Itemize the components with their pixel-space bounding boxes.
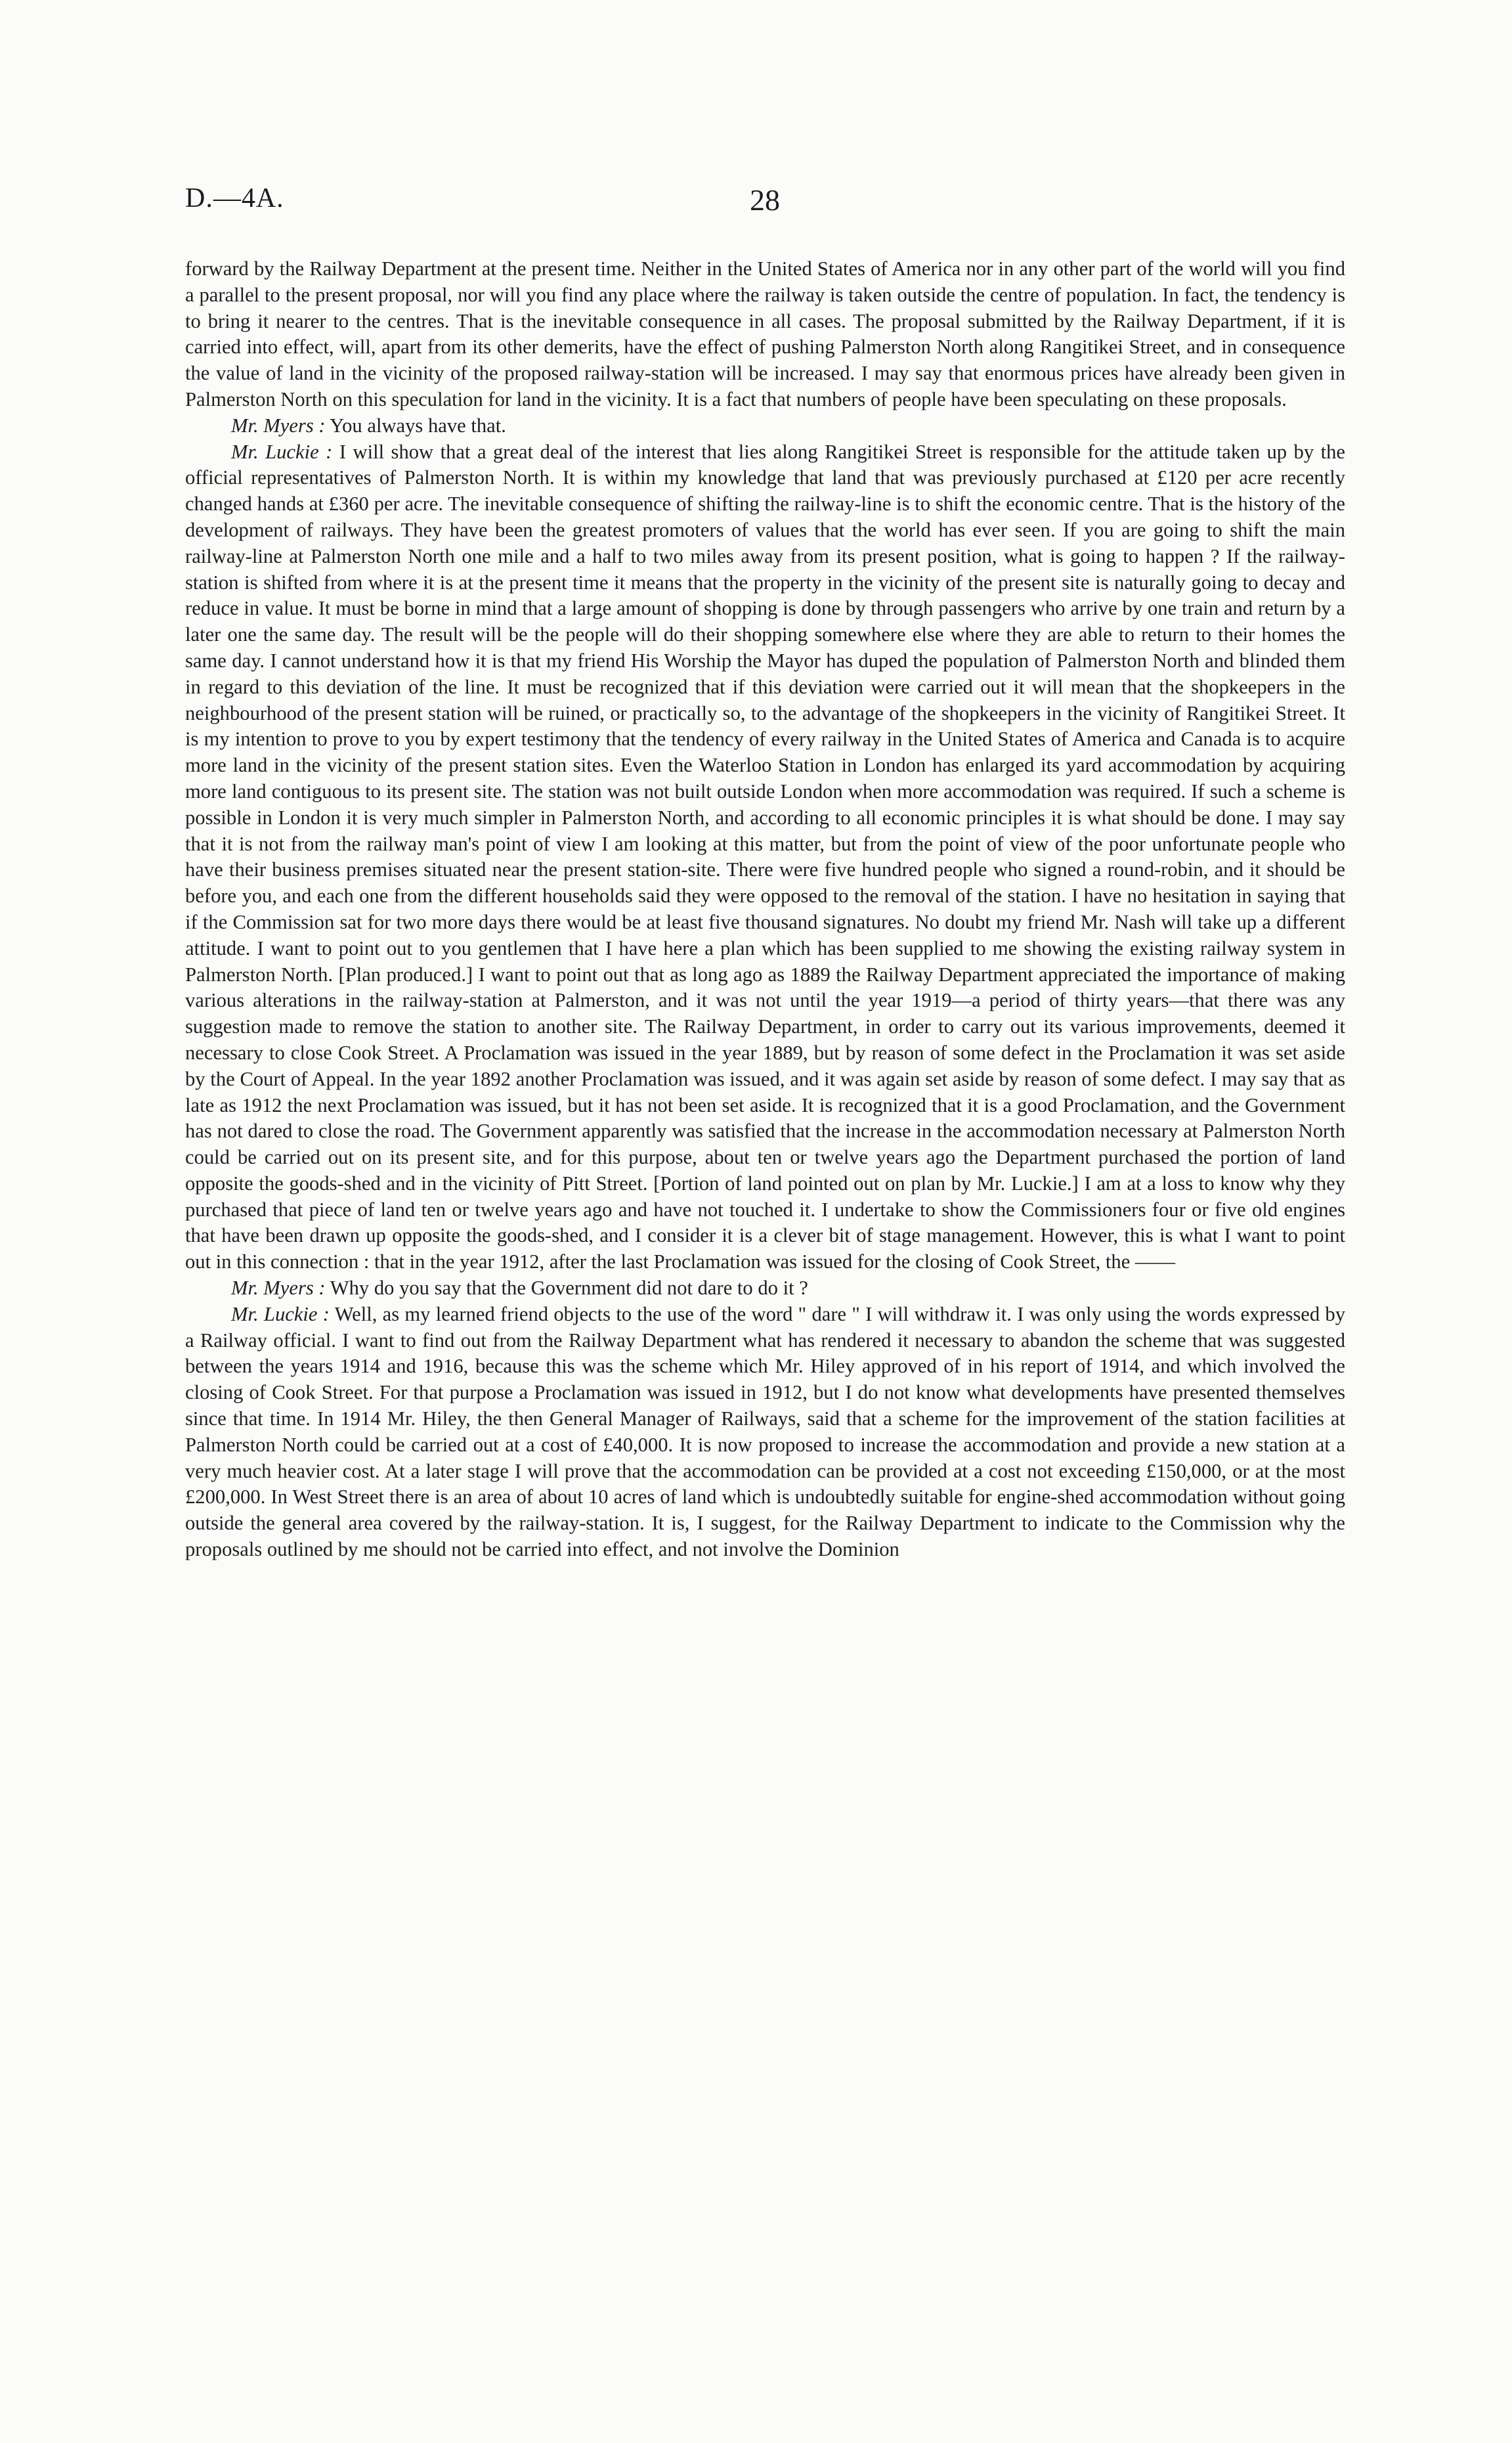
- paragraph: [185, 1302, 1345, 1563]
- paragraph: [185, 439, 1345, 1276]
- paragraph: [185, 1275, 1345, 1302]
- paragraph-text: I will show that a great deal of the interest that lies along Rangitikei Street is responsible for the attitude taken up by the official representatives of Palmerston North. It is within my knowledge that land that was previously purchased at £120 per acre recently changed hands at £360 per acre. The inevitable consequence of shifting the railway-line is to shift the economic centre. That is the history of the development of railways. They have been the greatest promoters of values that the world has ever seen. If you are going to shift the main railway-line at Palmerston North one mile and a half to two miles away from its present position, what is going to happen ? If the railway-station is shifted from where it is at the present time it means that the property in the vicinity of the present site is naturally going to decay and reduce in value. It must be borne in mind that a large amount of shopping is done by through passengers who arrive by one train and return by a later one the same day. The result will be the people will do their shopping somewhere else where they are able to return to their homes the same day. I cannot understand how it is that my friend His Worship the Mayor has duped the population of Palmerston North and blinded them in regard to this deviation of the line. It must be recognized that if this deviation were carried out it will mean that the shopkeepers in the neighbourhood of the present station will be ruined, or practically so, to the advantage of the shopkeepers in the vicinity of Rangitikei Street. It is my intention to prove to you by expert testimony that the tendency of every railway in the United States of America and Canada is to acquire more land in the vicinity of the present station sites. Even the Waterloo Station in London has enlarged its yard accommodation by acquiring more land contiguous to its present site. The station was not built outside London when more accommodation was required. If such a scheme is possible in London it is very much simpler in Palmerston North, and according to all economic principles it is what should be done. I may say that it is not from the railway man's point of view I am looking at this matter, but from the point of view of the poor unfortunate people who have their business premises situated near the present station-site. There were five hundred people who signed a round-robin, and it should be before you, and each one from the different households said they were opposed to the removal of the station. I have no hesitation in saying that if the Commission sat for two more days there would be at least five thousand signatures. No doubt my friend Mr. Nash will take up a different attitude. I want to point out to you gentlemen that I have here a plan which has been supplied to me showing the existing railway system in Palmerston North. [Plan produced.] I want to point out that as long ago as 1889 the Railway Department appreciated the importance of making various alterations in the railway-station at Palmerston, and it was not until the year 1919—a period of thirty years—that there was any suggestion made to remove the station to another site. The Railway Department, in order to carry out its various improvements, deemed it necessary to close Cook Street. A Proclamation was issued in the year 1889, but by reason of some defect in the Proclamation it was set aside by the Court of Appeal. In the year 1892 another Proclamation was issued, and it was again set aside by reason of some defect. I may say that as late as 1912 the next Proclamation was issued, but it has not been set aside. It is recognized that it is a good Proclamation, and the Government has not dared to close the road. The Government apparently was satisfied that the increase in the accommodation necessary at Palmerston North could be carried out on its present site, and for this purpose, about ten or twelve years ago the Department purchased the portion of land opposite the goods-shed and in the vicinity of Pitt Street. [Portion of land pointed out on plan by Mr. Luckie.] I am at a loss to know why they purchased that piece of land ten or twelve years ago and have not touched it. I undertake to show the Commissioners four or five old engines that have been drawn up opposite the goods-shed, and I consider it is a clever bit of stage management. However, this is what I want to point out in this connection : that in the year 1912, after the last Proclamation was issued for the closing of Cook Street, the ——: [185, 440, 1345, 1273]
- document-reference: D.—4A.: [185, 183, 284, 213]
- paragraph-text: Why do you say that the Government did not dare to do it ?: [330, 1277, 808, 1300]
- page-header: [185, 183, 1345, 229]
- paragraph-text: Well, as my learned friend objects to the use of the word " dare " I will withdraw it. I was only using the words expressed by a Railway official. I want to find out from the Railway Department what has rendered it necessary to abandon the scheme that was suggested between the years 1914 and 1916, because this was the scheme which Mr. Hiley approved of in his report of 1914, and which involved the closing of Cook Street. For that purpose a Proclamation was issued in 1912, but I do not know what developments have presented themselves since that time. In 1914 Mr. Hiley, the then General Manager of Railways, said that a scheme for the improvement of the station facilities at Palmerston North could be carried out at a cost of £40,000. It is now proposed to increase the accommodation and provide a new station at a very much heavier cost. At a later stage I will prove that the accommodation can be provided at a cost not exceeding £150,000, or at the most £200,000. In West Street there is an area of about 10 acres of land which is undoubtedly suitable for engine-shed accommodation without going outside the general area covered by the railway-station. It is, I suggest, for the Railway Department to indicate to the Commission why the proposals outlined by me should not be carried into effect, and not involve the Dominion: [185, 1302, 1345, 1561]
- paragraph: [185, 256, 1345, 413]
- speaker-label: Mr. Myers :: [231, 1277, 326, 1300]
- speaker-label: Mr. Luckie :: [231, 1302, 330, 1325]
- page-number: 28: [750, 183, 780, 217]
- paragraph: [185, 413, 1345, 439]
- speaker-label: Mr. Luckie :: [231, 440, 333, 463]
- paragraph-text: You always have that.: [330, 414, 506, 437]
- speaker-label: Mr. Myers :: [231, 414, 326, 437]
- paragraph-text: forward by the Railway Department at the present time. Neither in the United States of America nor in any other part of the world will you find a parallel to the present proposal, nor will you find any place where the railway is taken outside the centre of population. In fact, the tendency is to bring it nearer to the centres. That is the inevitable consequence in all cases. The proposal submitted by the Railway Department, if it is carried into effect, will, apart from its other demerits, have the effect of pushing Palmerston North along Rangitikei Street, and in consequence the value of land in the vicinity of the proposed railway-station will be increased. I may say that enormous prices have already been given in Palmerston North on this speculation for land in the vicinity. It is a fact that numbers of people have been speculating on these proposals.: [185, 257, 1345, 410]
- body-text: [185, 256, 1345, 1563]
